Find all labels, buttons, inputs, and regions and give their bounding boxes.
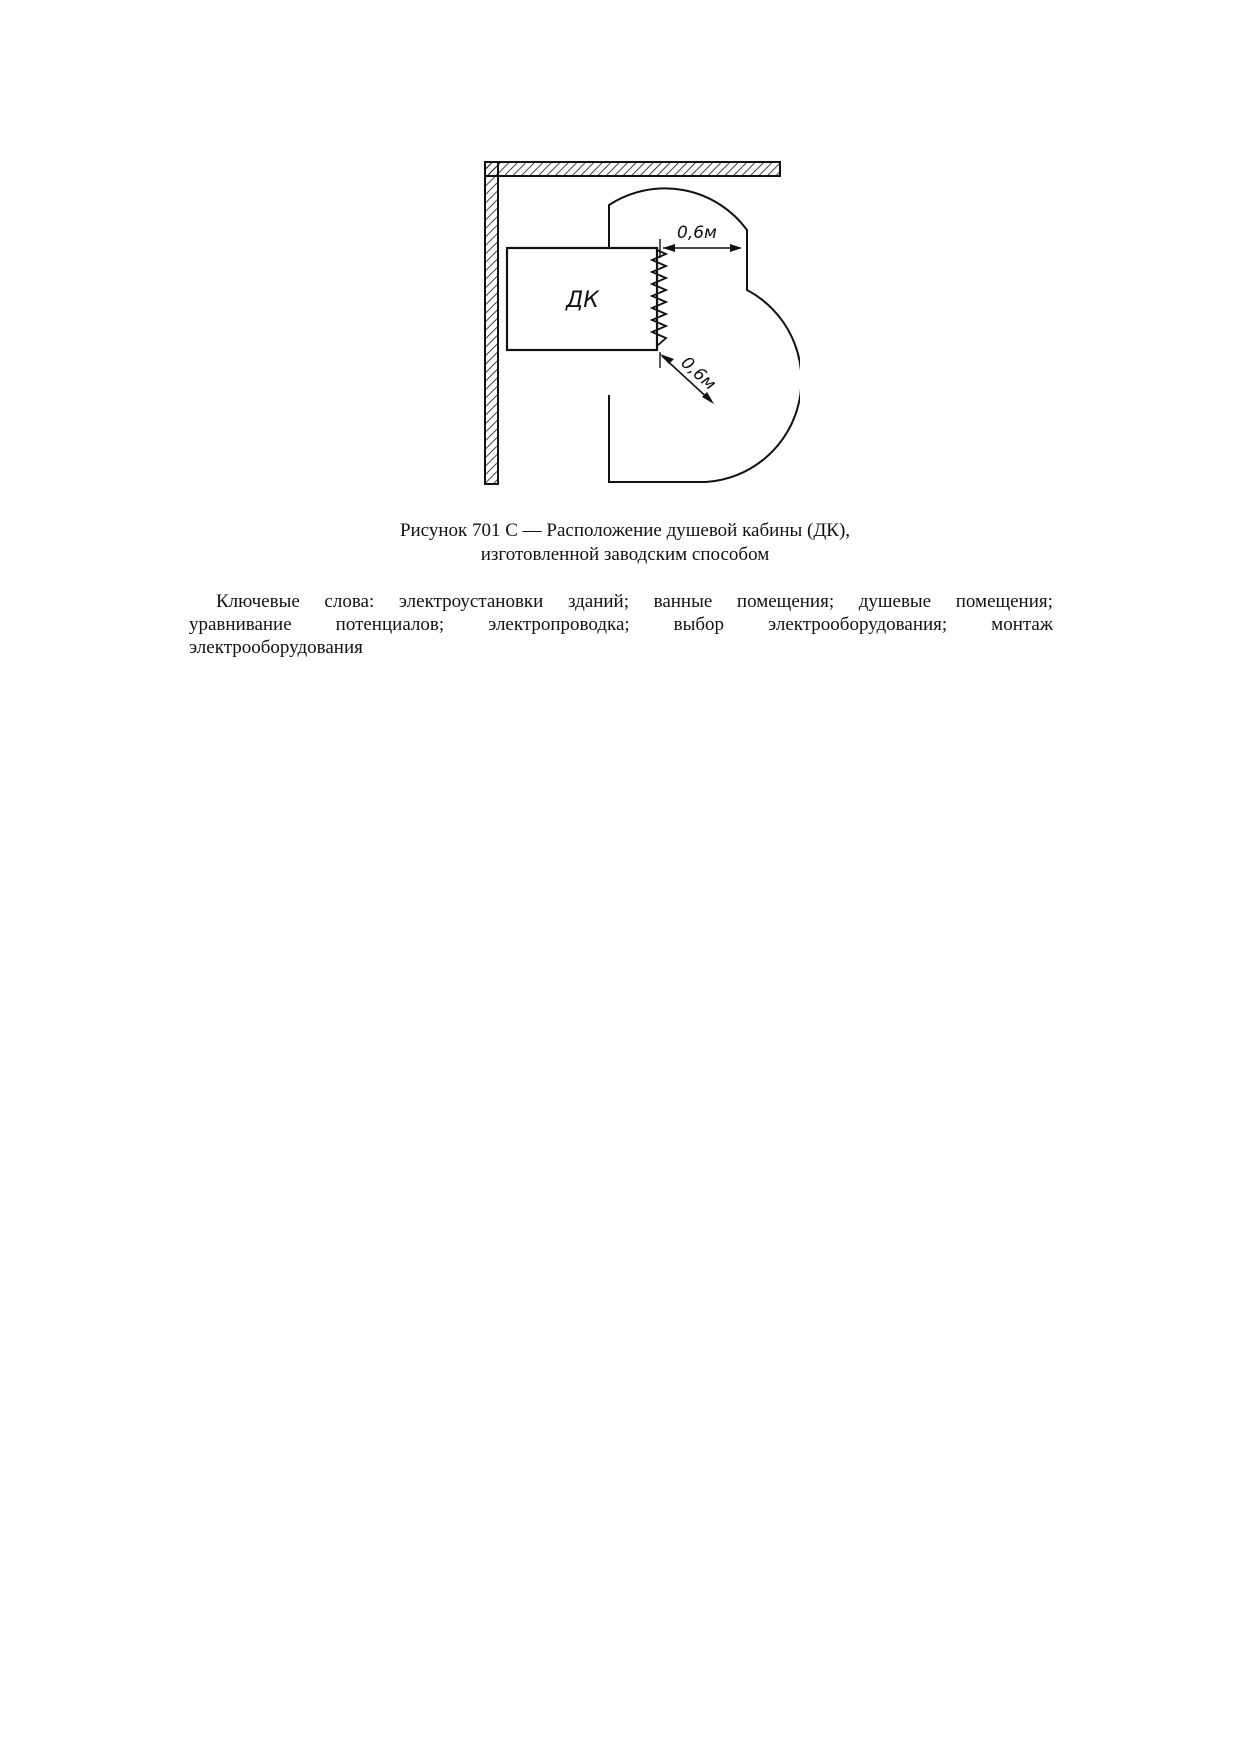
keywords-line-1: [189, 590, 1053, 613]
keyword-word: выбор: [673, 614, 725, 635]
keyword-word: электрооборудования: [189, 637, 363, 658]
keyword-word: электрооборудования;: [768, 614, 948, 635]
shower-cabin-figure: [470, 150, 800, 500]
keyword-word: Ключевые: [216, 591, 300, 612]
dim-label-diagonal: 0,6м: [676, 352, 720, 395]
keyword-word: ванные: [653, 591, 713, 612]
keyword-word: зданий;: [567, 591, 629, 612]
wall-left: [485, 162, 498, 484]
caption-line-1: Рисунок 701 С — Расположение душевой кабины (ДК),: [399, 520, 851, 541]
shower-cabin-diagram: [470, 150, 800, 500]
figure-caption: [190, 519, 1060, 567]
cabin-label: ДК: [566, 288, 599, 313]
keyword-word: электроустановки: [398, 591, 544, 612]
keywords-line-3: [189, 636, 1053, 659]
keyword-word: душевые: [858, 591, 932, 612]
keyword-word: слова:: [324, 591, 375, 612]
keyword-word: монтаж: [991, 614, 1053, 635]
keyword-word: помещения;: [955, 591, 1053, 612]
keywords-paragraph: [189, 590, 1053, 659]
keyword-word: потенциалов;: [335, 614, 445, 635]
keyword-word: уравнивание: [189, 614, 292, 635]
wall-top: [485, 162, 780, 176]
caption-line-2: изготовленной заводским способом: [480, 544, 770, 565]
keyword-word: помещения;: [736, 591, 835, 612]
keywords-line-2: [189, 613, 1053, 636]
dim-label-top: 0,6м: [677, 223, 717, 243]
keyword-word: электропроводка;: [488, 614, 630, 635]
